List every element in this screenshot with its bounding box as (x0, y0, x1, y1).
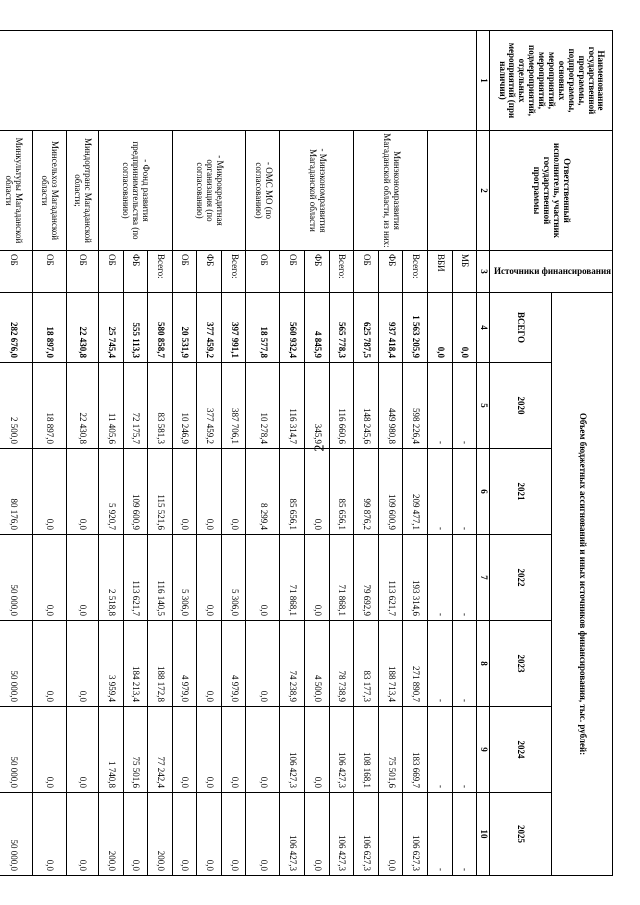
source-cell: ОБ (246, 251, 280, 293)
value-cell: 193 314,6 (403, 535, 428, 621)
source-cell: ОБ (280, 251, 305, 293)
col-num: 2 (477, 131, 490, 251)
value-cell: 0,0 (221, 707, 246, 793)
total-cell: 22 430,8 (66, 293, 98, 363)
value-cell: 2 500,0 (0, 363, 32, 449)
responsible-cell: - Минэкономразвития Магаданской области (280, 131, 354, 251)
source-cell: Всего: (403, 251, 428, 293)
value-cell: 0,0 (32, 793, 66, 876)
page-number: 2 (312, 444, 328, 452)
value-cell: 77 242,4 (148, 707, 173, 793)
header-year-2021: 2021 (490, 449, 551, 535)
value-cell: 74 238,9 (280, 621, 305, 707)
value-cell: - (428, 363, 453, 449)
value-cell: 75 501,6 (378, 707, 403, 793)
value-cell: 22 430,8 (66, 363, 98, 449)
value-cell: 0,0 (378, 793, 403, 876)
value-cell: 79 692,9 (354, 535, 379, 621)
total-cell: 397 991,1 (221, 293, 246, 363)
value-cell: 0,0 (305, 449, 330, 535)
header-row-1 (551, 31, 612, 876)
value-cell: 0,0 (66, 449, 98, 535)
value-cell: 0,0 (32, 707, 66, 793)
value-cell: 75 501,6 (123, 707, 148, 793)
responsible-cell: - ОМС МО (по согласованию) (246, 131, 280, 251)
header-year-2022: 2022 (490, 535, 551, 621)
responsible-cell: - Фонд развития предпринимательства (по согласованию) (98, 131, 172, 251)
value-cell: 113 621,7 (123, 535, 148, 621)
value-cell: 148 245,6 (354, 363, 379, 449)
value-cell: 377 459,2 (197, 363, 222, 449)
value-cell: - (452, 449, 477, 535)
value-cell: 0,0 (246, 535, 280, 621)
source-cell: ОБ (66, 251, 98, 293)
value-cell: 200,0 (98, 793, 123, 876)
value-cell: 5 306,0 (172, 535, 197, 621)
total-cell: 625 787,5 (354, 293, 379, 363)
value-cell: 3 959,4 (98, 621, 123, 707)
header-year-2020: 2020 (490, 363, 551, 449)
responsible-cell: Минсельхоз Магаданской области (32, 131, 66, 251)
value-cell: 83 581,3 (148, 363, 173, 449)
header-source (490, 251, 613, 293)
value-cell: 0,0 (305, 793, 330, 876)
header-source-label: Источники финансирования (494, 265, 611, 276)
value-cell: 0,0 (66, 535, 98, 621)
responsible-cell: Миндортранс Магаданской области; (66, 131, 98, 251)
responsible-cell (428, 131, 477, 251)
value-cell: 5 920,7 (98, 449, 123, 535)
source-cell: ВБИ (428, 251, 453, 293)
value-cell: - (452, 707, 477, 793)
table-row (0, 31, 32, 876)
value-cell: 116 140,5 (148, 535, 173, 621)
table-row (329, 31, 354, 876)
source-cell: ОБ (354, 251, 379, 293)
table-row (452, 31, 477, 876)
value-cell: 0,0 (197, 535, 222, 621)
total-cell: 25 745,4 (98, 293, 123, 363)
source-cell: ФБ (123, 251, 148, 293)
value-cell: 85 656,1 (329, 449, 354, 535)
value-cell: 50 000,0 (0, 621, 32, 707)
header-total: ВСЕГО (490, 293, 551, 363)
col-num: 4 (477, 293, 490, 363)
value-cell: 0,0 (305, 535, 330, 621)
value-cell: 109 600,9 (378, 449, 403, 535)
funding-table (0, 30, 613, 876)
table-row (32, 31, 66, 876)
source-cell: ФБ (305, 251, 330, 293)
value-cell: 4 979,0 (221, 621, 246, 707)
value-cell: 106 627,3 (403, 793, 428, 876)
col-num: 3 (477, 251, 490, 293)
header-year-2024: 2024 (490, 707, 551, 793)
total-cell: 0,0 (452, 293, 477, 363)
value-cell: 0,0 (246, 707, 280, 793)
value-cell: 108 168,1 (354, 707, 379, 793)
header-name: Наименование государственной программы, подпрограммы, основных мероприятий, мероприятий, подмероприятий, отдельных мероприятий (при наличии) (490, 31, 613, 131)
col-num: 7 (477, 535, 490, 621)
total-cell: 18 577,8 (246, 293, 280, 363)
value-cell: 99 876,2 (354, 449, 379, 535)
value-cell: 449 980,8 (378, 363, 403, 449)
value-cell: 200,0 (148, 793, 173, 876)
total-cell: 555 113,3 (123, 293, 148, 363)
program-name-cell (0, 31, 477, 131)
value-cell: - (452, 535, 477, 621)
value-cell: 11 405,6 (98, 363, 123, 449)
value-cell: 0,0 (172, 449, 197, 535)
source-cell: ФБ (378, 251, 403, 293)
value-cell: 80 176,0 (0, 449, 32, 535)
value-cell: - (452, 621, 477, 707)
total-cell: 377 459,2 (197, 293, 222, 363)
value-cell: 50 000,0 (0, 793, 32, 876)
value-cell: 0,0 (197, 707, 222, 793)
value-cell: 50 000,0 (0, 707, 32, 793)
value-cell: - (428, 793, 453, 876)
value-cell: 188 172,8 (148, 621, 173, 707)
value-cell: 0,0 (66, 707, 98, 793)
total-cell: 1 563 205,9 (403, 293, 428, 363)
value-cell: 113 621,7 (378, 535, 403, 621)
value-cell: 0,0 (32, 535, 66, 621)
value-cell: 106 427,3 (329, 707, 354, 793)
source-cell: ОБ (0, 251, 32, 293)
responsible-cell: Минкультуры Магаданской области (0, 131, 32, 251)
table-row (246, 31, 280, 876)
value-cell: 0,0 (172, 793, 197, 876)
value-cell: 0,0 (32, 449, 66, 535)
table-row (221, 31, 246, 876)
value-cell: 0,0 (197, 621, 222, 707)
value-cell: - (428, 449, 453, 535)
value-cell: 0,0 (66, 621, 98, 707)
value-cell: 183 669,7 (403, 707, 428, 793)
value-cell: 0,0 (246, 621, 280, 707)
table-row (66, 31, 98, 876)
value-cell: 0,0 (246, 793, 280, 876)
value-cell: 106 427,3 (280, 707, 305, 793)
value-cell: 0,0 (32, 621, 66, 707)
value-cell: 387 706,1 (221, 363, 246, 449)
value-cell: 85 656,1 (280, 449, 305, 535)
value-cell: 18 897,0 (32, 363, 66, 449)
value-cell: - (452, 363, 477, 449)
total-cell: 0,0 (428, 293, 453, 363)
col-num: 10 (477, 793, 490, 876)
total-cell: 565 778,3 (329, 293, 354, 363)
total-cell: 937 418,4 (378, 293, 403, 363)
value-cell: 0,0 (123, 793, 148, 876)
rotated-table-container (4, 30, 613, 875)
source-cell: ФБ (197, 251, 222, 293)
value-cell: 116 314,7 (280, 363, 305, 449)
total-cell: 560 932,4 (280, 293, 305, 363)
col-num: 8 (477, 621, 490, 707)
total-cell: 20 531,9 (172, 293, 197, 363)
value-cell: 106 427,3 (280, 793, 305, 876)
col-num: 5 (477, 363, 490, 449)
value-cell: 10 278,4 (246, 363, 280, 449)
source-cell: ОБ (172, 251, 197, 293)
value-cell: - (428, 621, 453, 707)
value-cell: 10 246,9 (172, 363, 197, 449)
column-numbers-row (477, 31, 490, 876)
value-cell: 1 740,8 (98, 707, 123, 793)
value-cell: 209 477,1 (403, 449, 428, 535)
col-num: 1 (477, 31, 490, 131)
col-num: 9 (477, 707, 490, 793)
value-cell: 106 627,3 (354, 793, 379, 876)
total-cell: 282 676,0 (0, 293, 32, 363)
value-cell: 109 600,9 (123, 449, 148, 535)
value-cell: 71 868,1 (329, 535, 354, 621)
value-cell: - (428, 535, 453, 621)
value-cell: 0,0 (197, 449, 222, 535)
value-cell: 116 660,6 (329, 363, 354, 449)
responsible-cell: Минэкономразвития Магаданской области, из них: (354, 131, 428, 251)
value-cell: 72 175,7 (123, 363, 148, 449)
header-year-2023: 2023 (490, 621, 551, 707)
source-cell: ОБ (98, 251, 123, 293)
source-cell: Всего: (329, 251, 354, 293)
value-cell: 78 738,9 (329, 621, 354, 707)
table-row (403, 31, 428, 876)
value-cell: 0,0 (305, 707, 330, 793)
source-cell: Всего: (221, 251, 246, 293)
total-cell: 18 897,0 (32, 293, 66, 363)
header-funding-title: Объем бюджетных ассигнований и иных источников финансирования, тыс. рублей: (551, 293, 612, 876)
value-cell: 271 890,7 (403, 621, 428, 707)
value-cell: 50 000,0 (0, 535, 32, 621)
value-cell: 0,0 (221, 449, 246, 535)
source-cell: МБ (452, 251, 477, 293)
total-cell: 580 858,7 (148, 293, 173, 363)
value-cell: - (452, 793, 477, 876)
source-cell: ОБ (32, 251, 66, 293)
value-cell: 2 518,8 (98, 535, 123, 621)
value-cell: 115 521,6 (148, 449, 173, 535)
value-cell: 83 177,3 (354, 621, 379, 707)
col-num: 6 (477, 449, 490, 535)
value-cell: 8 299,4 (246, 449, 280, 535)
source-cell: Всего: (148, 251, 173, 293)
value-cell: 0,0 (172, 707, 197, 793)
value-cell: 0,0 (197, 793, 222, 876)
value-cell: 188 713,4 (378, 621, 403, 707)
value-cell: 0,0 (221, 793, 246, 876)
value-cell: 598 226,4 (403, 363, 428, 449)
header-year-2025: 2025 (490, 793, 551, 876)
table-row (148, 31, 173, 876)
value-cell: 5 306,0 (221, 535, 246, 621)
value-cell: 0,0 (66, 793, 98, 876)
value-cell: 4 979,0 (172, 621, 197, 707)
header-responsible: Ответственный исполнитель, участник государственной программы (490, 131, 613, 251)
value-cell: 71 868,1 (280, 535, 305, 621)
total-cell: 4 845,9 (305, 293, 330, 363)
value-cell: 4 500,0 (305, 621, 330, 707)
value-cell: 345,9 (305, 363, 330, 449)
value-cell: - (428, 707, 453, 793)
value-cell: 106 427,3 (329, 793, 354, 876)
value-cell: 184 213,4 (123, 621, 148, 707)
responsible-cell: - Микрокредитная организация (по согласованию) (172, 131, 246, 251)
